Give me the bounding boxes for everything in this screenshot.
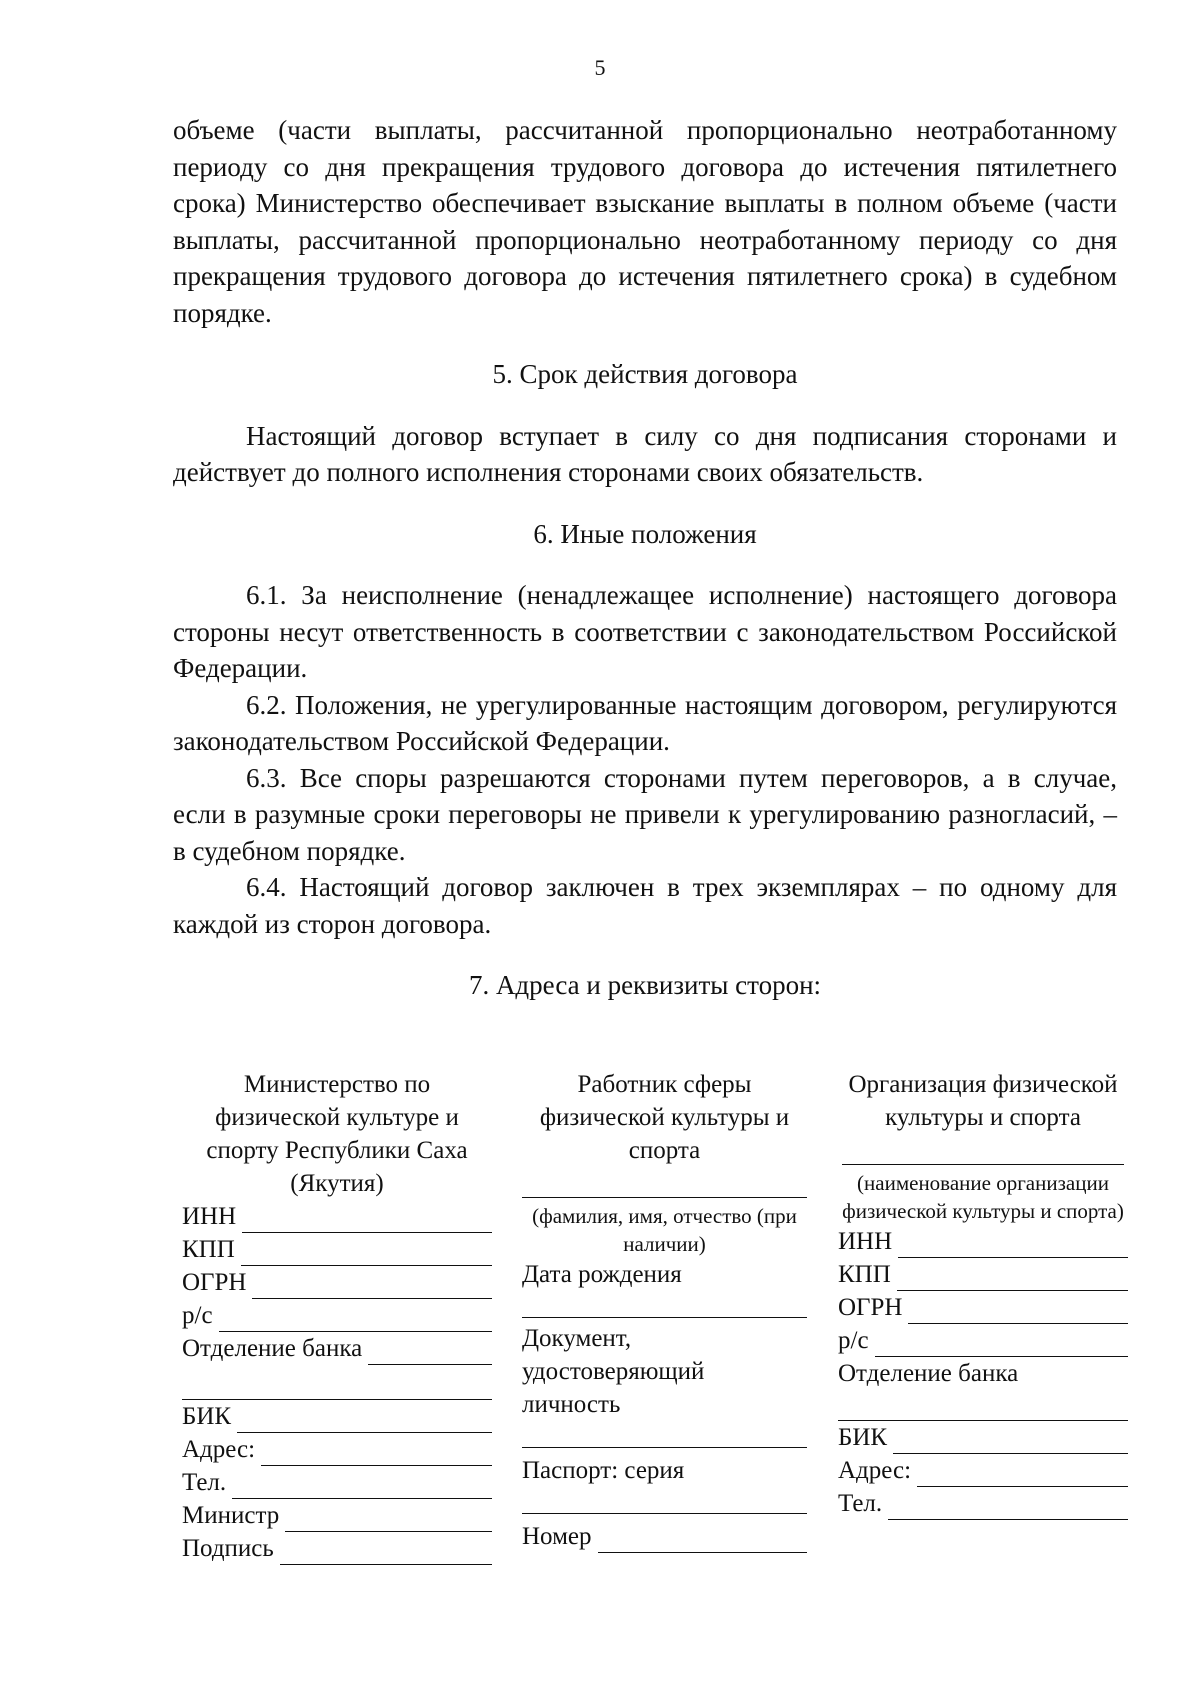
section-6-title: 6. Иные положения [533, 518, 757, 549]
ministry-address-label: Адрес: [182, 1436, 256, 1463]
ministry-kpp-line[interactable] [241, 1241, 492, 1266]
organization-phone-label: Тел. [838, 1490, 883, 1517]
organization-phone-line[interactable] [888, 1495, 1128, 1520]
worker-passport-line[interactable] [522, 1487, 807, 1514]
ministry-minister-line[interactable] [285, 1507, 492, 1532]
ministry-ogrn-field[interactable] [182, 1266, 492, 1299]
organization-kpp-label: КПП [838, 1261, 891, 1288]
worker-title: Работник сферы физической культуры и спорта [539, 1071, 790, 1164]
ministry-inn-line[interactable] [242, 1208, 492, 1233]
ministry-bank-line[interactable] [368, 1340, 492, 1365]
worker-passport-label: Паспорт: серия [522, 1457, 685, 1484]
continuation-paragraph: объеме (части выплаты, рассчитанной пропорционально неотработанному периоду со дня прекращения трудового договора до истечения пятилетнего срока) Министерство обеспечивает взыскание выплаты в полном объеме (части выплаты, рассчитанной пропорционально неотработанному периоду со дня прекращения трудового договора до истечения пятилетнего срока) в судебном порядке. [173, 115, 1117, 328]
organization-requisites [838, 1068, 1128, 1520]
organization-title: Организация физической культуры и спорта [848, 1071, 1118, 1131]
organization-account-field[interactable] [838, 1324, 1128, 1357]
section-6-2: 6.2. Положения, не урегулированные настоящим договором, регулируются законодательством Российской Федерации. [173, 689, 1117, 756]
ministry-signature-label: Подпись [182, 1535, 274, 1562]
worker-number-field[interactable] [522, 1520, 807, 1553]
worker-birth-date-label: Дата рождения [522, 1261, 682, 1288]
section-5-title: 5. Срок действия договора [492, 359, 798, 389]
ministry-phone-label: Тел. [182, 1469, 227, 1496]
ministry-bank-label: Отделение банка [182, 1335, 363, 1362]
worker-name-note: (фамилия, имя, отчество (при наличии) [532, 1204, 797, 1256]
worker-id-document-line[interactable] [522, 1421, 807, 1448]
organization-address-field[interactable] [838, 1454, 1128, 1487]
ministry-minister-label: Министр [182, 1502, 280, 1529]
worker-number-label: Номер [522, 1523, 592, 1550]
ministry-signature-line[interactable] [280, 1540, 492, 1565]
organization-bank-line[interactable] [838, 1394, 1128, 1421]
ministry-bank-field[interactable] [182, 1332, 492, 1365]
worker-requisites [522, 1068, 807, 1553]
organization-inn-field[interactable] [838, 1225, 1128, 1258]
organization-address-label: Адрес: [838, 1457, 912, 1484]
section-7-title: 7. Адреса и реквизиты сторон: [468, 970, 822, 1000]
organization-ogrn-field[interactable] [838, 1291, 1128, 1324]
ministry-minister-field[interactable] [182, 1499, 492, 1532]
organization-bank-label: Отделение банка [838, 1360, 1019, 1387]
ministry-address-line[interactable] [261, 1441, 492, 1466]
organization-account-line[interactable] [875, 1332, 1128, 1357]
section-6-1: 6.1. За неисполнение (ненадлежащее исполнение) настоящего договора стороны несут ответственность в соответствии с законодательством Российской Федерации. [173, 580, 1117, 683]
section-6-3: 6.3. Все споры разрешаются сторонами путем переговоров, а в случае, если в разумные сроки переговоры не привели к урегулированию разногласий, – в судебном порядке. [173, 762, 1117, 866]
worker-number-line[interactable] [598, 1528, 808, 1553]
organization-ogrn-line[interactable] [908, 1299, 1128, 1324]
ministry-bik-field[interactable] [182, 1400, 492, 1433]
ministry-kpp-field[interactable] [182, 1233, 492, 1266]
organization-bik-label: БИК [838, 1424, 888, 1451]
ministry-inn-label: ИНН [182, 1203, 237, 1230]
organization-kpp-field[interactable] [838, 1258, 1128, 1291]
organization-address-line[interactable] [917, 1462, 1128, 1487]
organization-bik-line[interactable] [893, 1429, 1128, 1454]
organization-name-note: (наименование организации физической культуры и спорта) [842, 1171, 1124, 1223]
ministry-inn-field[interactable] [182, 1200, 492, 1233]
ministry-ogrn-label: ОГРН [182, 1269, 247, 1296]
section-5-text: Настоящий договор вступает в силу со дня подписания сторонами и действует до полного исполнения сторонами своих обязательств. [173, 420, 1117, 487]
organization-ogrn-label: ОГРН [838, 1294, 903, 1321]
ministry-bik-label: БИК [182, 1403, 232, 1430]
organization-name-line[interactable] [842, 1138, 1124, 1165]
ministry-signature-field[interactable] [182, 1532, 492, 1565]
ministry-account-label: р/с [182, 1302, 213, 1329]
page-number: 5 [594, 55, 606, 80]
organization-kpp-line[interactable] [897, 1266, 1128, 1291]
ministry-kpp-label: КПП [182, 1236, 235, 1263]
ministry-requisites [182, 1068, 492, 1565]
ministry-address-field[interactable] [182, 1433, 492, 1466]
organization-inn-line[interactable] [898, 1233, 1128, 1258]
organization-inn-label: ИНН [838, 1228, 893, 1255]
ministry-title: Министерство по физической культуре и спорту Республики Саха (Якутия) [206, 1071, 468, 1197]
organization-bik-field[interactable] [838, 1421, 1128, 1454]
organization-phone-field[interactable] [838, 1487, 1128, 1520]
ministry-ogrn-line[interactable] [252, 1274, 492, 1299]
ministry-account-line[interactable] [219, 1307, 492, 1332]
ministry-account-field[interactable] [182, 1299, 492, 1332]
worker-name-line[interactable] [522, 1171, 807, 1198]
worker-birth-date-line[interactable] [522, 1291, 807, 1318]
ministry-phone-line[interactable] [232, 1474, 492, 1499]
ministry-bik-line[interactable] [237, 1408, 492, 1433]
section-6-4: 6.4. Настоящий договор заключен в трех экземплярах – по одному для каждой из сторон договора. [173, 872, 1117, 939]
document-body [173, 112, 1117, 1004]
organization-account-label: р/с [838, 1327, 869, 1354]
ministry-phone-field[interactable] [182, 1466, 492, 1499]
worker-id-document-label: Документ, удостоверяющий личность [522, 1325, 705, 1418]
ministry-bank-blank-line[interactable] [182, 1373, 492, 1400]
